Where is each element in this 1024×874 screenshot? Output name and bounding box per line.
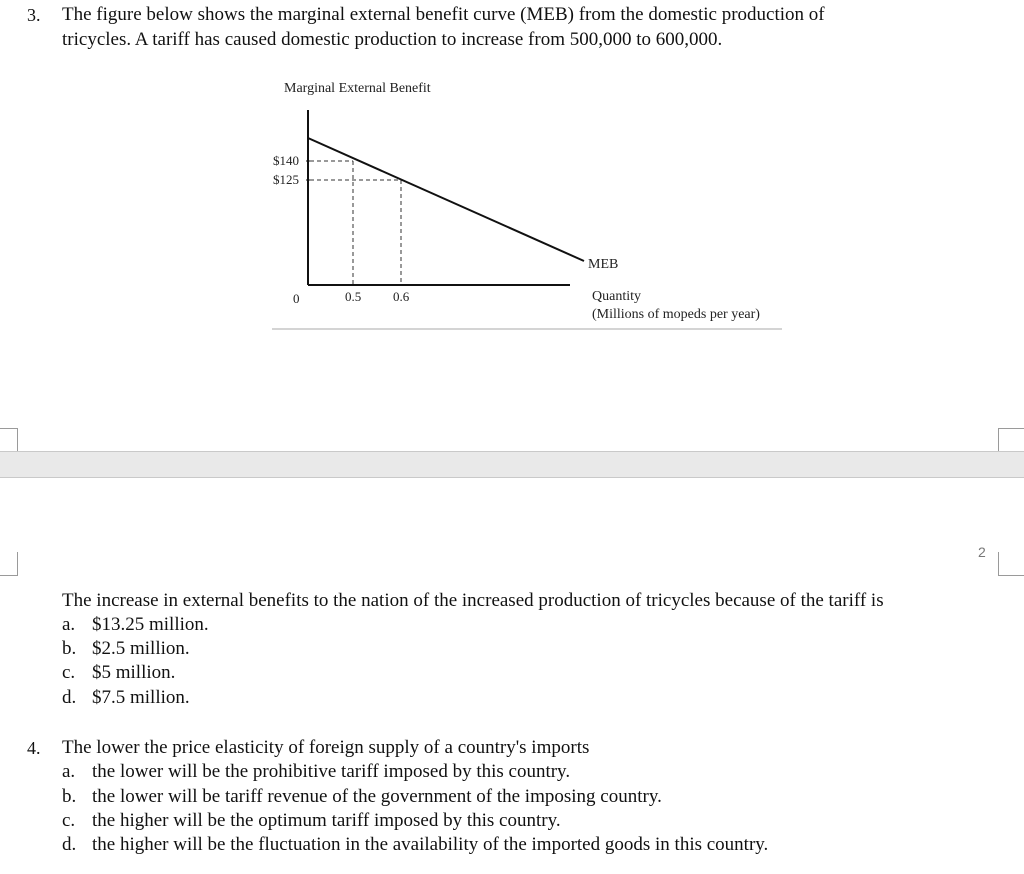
- question-4-number: 4.: [27, 738, 41, 758]
- page-corner-top-left: [0, 428, 18, 451]
- option-letter: d.: [62, 687, 77, 708]
- question-4-option-d[interactable]: [62, 834, 768, 856]
- question-3-option-a[interactable]: [62, 614, 209, 636]
- y-tick-label-125: $125: [273, 172, 299, 187]
- option-text: the higher will be the fluctuation in the availability of the imported goods in this country.: [92, 834, 769, 855]
- question-4-stem: The lower the price elasticity of foreign supply of a country's imports: [62, 737, 590, 758]
- option-text: $5 million.: [92, 662, 176, 683]
- question-4-option-c[interactable]: [62, 810, 561, 832]
- page-break-gap: [0, 451, 1024, 478]
- page-corner-bottom-left: [0, 552, 18, 576]
- x-axis-label-line-1: Quantity: [592, 289, 641, 304]
- x-tick-label-06: 0.6: [393, 289, 410, 304]
- question-3-text-line-1: The figure below shows the marginal external benefit curve (MEB) from the domestic production of: [62, 4, 825, 25]
- option-letter: b.: [62, 786, 77, 807]
- option-letter: d.: [62, 834, 77, 855]
- x-tick-label-05: 0.5: [345, 289, 362, 304]
- option-text: the lower will be tariff revenue of the government of the imposing country.: [92, 786, 662, 807]
- y-tick-label-140: $140: [273, 153, 299, 168]
- x-origin-label: 0: [293, 291, 300, 306]
- option-letter: c.: [62, 810, 76, 831]
- option-text: $13.25 million.: [92, 614, 209, 635]
- option-letter: b.: [62, 638, 77, 659]
- option-text: $2.5 million.: [92, 638, 190, 659]
- option-text: $7.5 million.: [92, 687, 190, 708]
- curve-label-meb: MEB: [588, 257, 619, 272]
- meb-curve-line: [308, 138, 584, 261]
- x-axis-label-line-2: (Millions of mopeds per year): [592, 307, 760, 322]
- question-3-option-b[interactable]: [62, 638, 190, 660]
- page-corner-top-right: [998, 428, 1024, 451]
- y-axis-label: Marginal External Benefit: [284, 81, 431, 96]
- question-4-option-a[interactable]: [62, 761, 570, 783]
- question-3-option-d[interactable]: [62, 687, 190, 709]
- option-letter: c.: [62, 662, 76, 683]
- question-3-number: 3.: [27, 5, 41, 25]
- page-number: 2: [978, 544, 986, 560]
- question-3-stem: The increase in external benefits to the nation of the increased production of tricycles because of the tariff is: [62, 590, 884, 611]
- meb-figure: [270, 78, 790, 340]
- option-letter: a.: [62, 614, 76, 635]
- question-3-option-c[interactable]: [62, 662, 175, 684]
- option-letter: a.: [62, 761, 76, 782]
- option-text: the higher will be the optimum tariff imposed by this country.: [92, 810, 561, 831]
- question-4-option-b[interactable]: [62, 786, 662, 808]
- page-corner-bottom-right: [998, 552, 1024, 576]
- question-3-text-line-2: tricycles. A tariff has caused domestic production to increase from 500,000 to 600,000.: [62, 29, 723, 50]
- option-text: the lower will be the prohibitive tariff imposed by this country.: [92, 761, 571, 782]
